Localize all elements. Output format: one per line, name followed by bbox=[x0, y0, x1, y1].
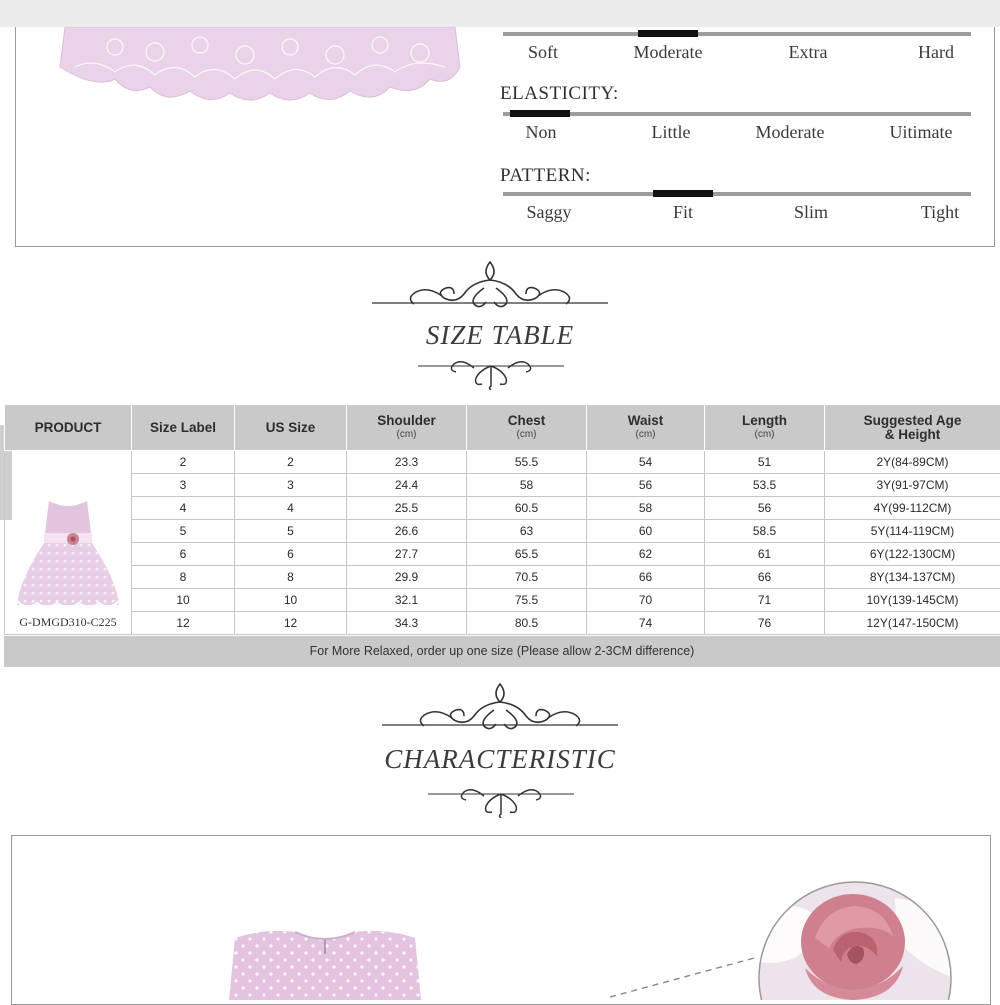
pattern-title: PATTERN: bbox=[500, 165, 591, 187]
header-waist-unit: (cm) bbox=[587, 428, 704, 442]
softness-label-2: Moderate bbox=[634, 42, 703, 63]
table-header-row bbox=[5, 405, 1000, 451]
pattern-label-4: Tight bbox=[921, 202, 959, 223]
elasticity-label-2: Little bbox=[652, 122, 691, 143]
flourish-ornament-icon bbox=[372, 258, 608, 316]
cell-suggested-age: 10Y(139-145CM) bbox=[825, 589, 1000, 612]
softness-label-3: Extra bbox=[789, 42, 828, 63]
cell-chest: 65.5 bbox=[467, 543, 587, 566]
elasticity-track bbox=[503, 112, 971, 116]
cell-size-label: 5 bbox=[132, 520, 235, 543]
top-bar bbox=[0, 0, 1000, 27]
cell-us-size: 2 bbox=[235, 451, 347, 474]
elasticity-label-3: Moderate bbox=[756, 122, 825, 143]
product-cell bbox=[5, 451, 132, 635]
cell-suggested-age: 6Y(122-130CM) bbox=[825, 543, 1000, 566]
header-shoulder bbox=[347, 405, 467, 451]
cell-length: 76 bbox=[705, 612, 825, 635]
cell-chest: 60.5 bbox=[467, 497, 587, 520]
cell-length: 53.5 bbox=[705, 474, 825, 497]
pattern-track bbox=[503, 192, 971, 196]
cell-shoulder: 25.5 bbox=[347, 497, 467, 520]
header-chest bbox=[467, 405, 587, 451]
cell-shoulder: 34.3 bbox=[347, 612, 467, 635]
dress-bodice-image bbox=[225, 928, 425, 1000]
header-shoulder-text: Shoulder bbox=[377, 413, 436, 428]
cell-waist: 66 bbox=[587, 566, 705, 589]
cell-us-size: 5 bbox=[235, 520, 347, 543]
cell-chest: 58 bbox=[467, 474, 587, 497]
cell-waist: 58 bbox=[587, 497, 705, 520]
table-row bbox=[5, 612, 1000, 635]
elasticity-marker bbox=[510, 110, 570, 117]
softness-marker bbox=[638, 30, 698, 37]
cell-us-size: 3 bbox=[235, 474, 347, 497]
flourish-ornament-icon bbox=[382, 680, 618, 738]
cell-waist: 54 bbox=[587, 451, 705, 474]
table-row bbox=[5, 520, 1000, 543]
pattern-label-1: Saggy bbox=[527, 202, 572, 223]
table-row bbox=[5, 497, 1000, 520]
cell-us-size: 8 bbox=[235, 566, 347, 589]
cell-us-size: 4 bbox=[235, 497, 347, 520]
cell-waist: 60 bbox=[587, 520, 705, 543]
characteristic-title: CHARACTERISTIC bbox=[0, 744, 1000, 775]
cell-length: 56 bbox=[705, 497, 825, 520]
pattern-marker bbox=[653, 190, 713, 197]
elasticity-label-4: Uitimate bbox=[890, 122, 953, 143]
elasticity-title: ELASTICITY: bbox=[500, 83, 619, 105]
cell-size-label: 12 bbox=[132, 612, 235, 635]
cell-shoulder: 23.3 bbox=[347, 451, 467, 474]
header-waist-text: Waist bbox=[628, 413, 664, 428]
cell-chest: 75.5 bbox=[467, 589, 587, 612]
dress-hem-image bbox=[55, 27, 465, 107]
cell-chest: 55.5 bbox=[467, 451, 587, 474]
cell-waist: 56 bbox=[587, 474, 705, 497]
cell-size-label: 3 bbox=[132, 474, 235, 497]
pattern-label-3: Slim bbox=[794, 202, 828, 223]
cell-suggested-age: 3Y(91-97CM) bbox=[825, 474, 1000, 497]
flourish-ornament-icon bbox=[428, 780, 574, 818]
header-age-line1: Suggested Age bbox=[825, 414, 1000, 428]
table-row bbox=[5, 589, 1000, 612]
softness-label-4: Hard bbox=[918, 42, 954, 63]
table-row bbox=[5, 451, 1000, 474]
header-chest-unit: (cm) bbox=[467, 428, 586, 442]
cell-us-size: 6 bbox=[235, 543, 347, 566]
cell-size-label: 4 bbox=[132, 497, 235, 520]
elasticity-label-1: Non bbox=[526, 122, 557, 143]
size-table bbox=[4, 404, 1000, 635]
header-waist bbox=[587, 405, 705, 451]
cell-shoulder: 26.6 bbox=[347, 520, 467, 543]
cell-shoulder: 27.7 bbox=[347, 543, 467, 566]
header-product: PRODUCT bbox=[5, 405, 132, 451]
cell-shoulder: 32.1 bbox=[347, 589, 467, 612]
cell-chest: 70.5 bbox=[467, 566, 587, 589]
table-row bbox=[5, 474, 1000, 497]
cell-length: 66 bbox=[705, 566, 825, 589]
size-table-title: SIZE TABLE bbox=[0, 320, 1000, 351]
softness-label-1: Soft bbox=[528, 42, 558, 63]
table-row bbox=[5, 566, 1000, 589]
flourish-ornament-icon bbox=[418, 352, 564, 390]
cell-length: 58.5 bbox=[705, 520, 825, 543]
dress-thumbnail-icon bbox=[13, 493, 123, 611]
cell-suggested-age: 5Y(114-119CM) bbox=[825, 520, 1000, 543]
detail-pointer-line bbox=[610, 955, 760, 1005]
cell-suggested-age: 12Y(147-150CM) bbox=[825, 612, 1000, 635]
cell-size-label: 10 bbox=[132, 589, 235, 612]
cell-waist: 62 bbox=[587, 543, 705, 566]
header-shoulder-unit: (cm) bbox=[347, 428, 466, 442]
header-length-text: Length bbox=[742, 413, 787, 428]
pattern-label-2: Fit bbox=[673, 202, 693, 223]
header-us-size: US Size bbox=[235, 405, 347, 451]
table-row bbox=[5, 543, 1000, 566]
cell-length: 51 bbox=[705, 451, 825, 474]
cell-waist: 70 bbox=[587, 589, 705, 612]
cell-length: 71 bbox=[705, 589, 825, 612]
cell-us-size: 12 bbox=[235, 612, 347, 635]
header-length bbox=[705, 405, 825, 451]
cell-suggested-age: 2Y(84-89CM) bbox=[825, 451, 1000, 474]
cell-size-label: 8 bbox=[132, 566, 235, 589]
size-note: For More Relaxed, order up one size (Please allow 2-3CM difference) bbox=[4, 636, 1000, 667]
cell-size-label: 2 bbox=[132, 451, 235, 474]
header-age-line2: & Height bbox=[825, 428, 1000, 442]
header-suggested-age bbox=[825, 405, 1000, 451]
header-chest-text: Chest bbox=[508, 413, 546, 428]
cell-chest: 63 bbox=[467, 520, 587, 543]
softness-track bbox=[503, 32, 971, 36]
cell-shoulder: 29.9 bbox=[347, 566, 467, 589]
cell-suggested-age: 4Y(99-112CM) bbox=[825, 497, 1000, 520]
product-code: G-DMGD310-C225 bbox=[5, 615, 131, 634]
header-size-label: Size Label bbox=[132, 405, 235, 451]
cell-size-label: 6 bbox=[132, 543, 235, 566]
cell-shoulder: 24.4 bbox=[347, 474, 467, 497]
cell-waist: 74 bbox=[587, 612, 705, 635]
cell-chest: 80.5 bbox=[467, 612, 587, 635]
header-length-unit: (cm) bbox=[705, 428, 824, 442]
rose-detail-icon bbox=[755, 878, 955, 1000]
cell-us-size: 10 bbox=[235, 589, 347, 612]
cell-length: 61 bbox=[705, 543, 825, 566]
cell-suggested-age: 8Y(134-137CM) bbox=[825, 566, 1000, 589]
